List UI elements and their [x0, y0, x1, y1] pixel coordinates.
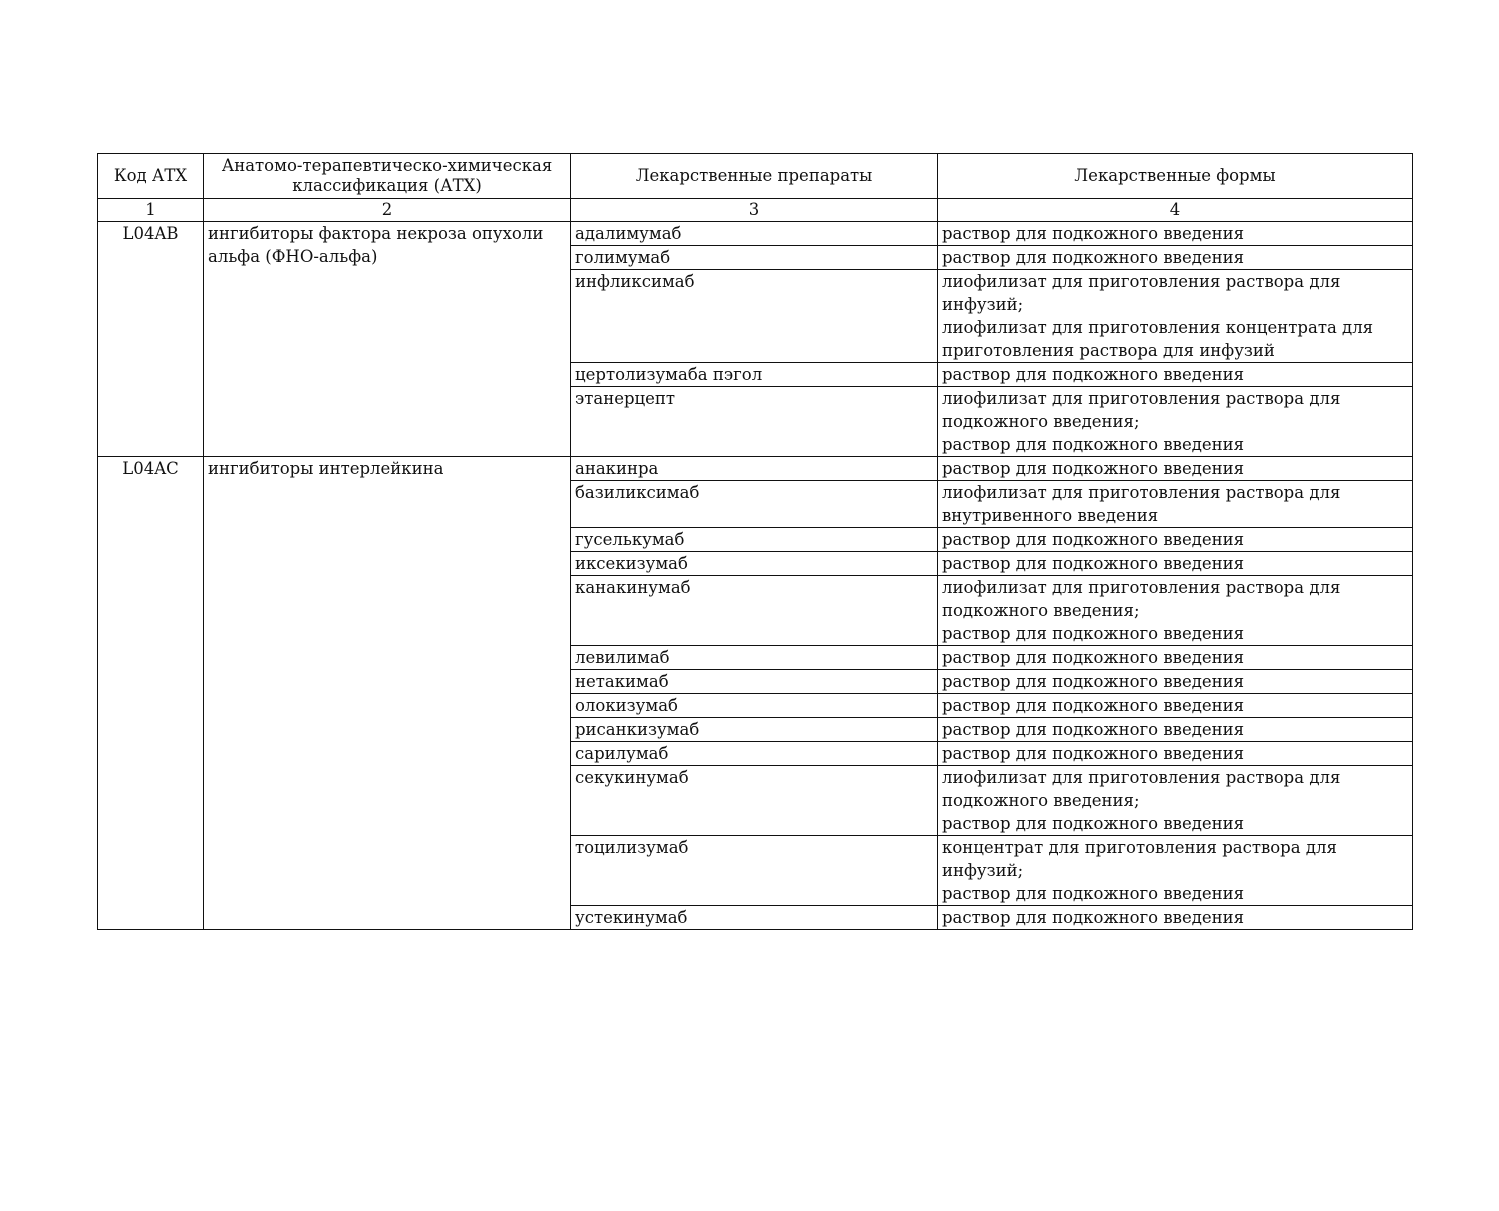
dosage-form-line: лиофилизат для приготовления раствора для инфузий; — [942, 272, 1341, 314]
dosage-form-cell — [938, 766, 1413, 836]
dosage-form-cell — [938, 576, 1413, 646]
dosage-form-cell — [938, 646, 1413, 670]
drug-name-cell: сарилумаб — [571, 742, 938, 766]
dosage-form-line: раствор для подкожного введения — [942, 648, 1245, 667]
dosage-form-line: раствор для подкожного введения — [942, 624, 1245, 643]
dosage-form-line: раствор для подкожного введения — [942, 248, 1245, 267]
header-row — [98, 154, 1413, 199]
dosage-form-cell — [938, 222, 1413, 246]
dosage-form-cell — [938, 906, 1413, 930]
column-number: 1 — [98, 199, 204, 222]
dosage-form-line: концентрат для приготовления раствора для инфузий; — [942, 838, 1337, 880]
drug-name-cell: гуселькумаб — [571, 528, 938, 552]
dosage-form-cell — [938, 457, 1413, 481]
dosage-form-line: раствор для подкожного введения — [942, 435, 1245, 454]
drug-name-cell: рисанкизумаб — [571, 718, 938, 742]
dosage-form-cell — [938, 718, 1413, 742]
drug-name-cell: анакинра — [571, 457, 938, 481]
drug-name-cell: канакинумаб — [571, 576, 938, 646]
dosage-form-line: лиофилизат для приготовления раствора для внутривенного введения — [942, 483, 1341, 525]
dosage-form-line: раствор для подкожного введения — [942, 696, 1245, 715]
dosage-form-cell — [938, 481, 1413, 528]
dosage-form-line: лиофилизат для приготовления концентрата для приготовления раствора для инфузий — [942, 318, 1374, 360]
dosage-form-cell — [938, 246, 1413, 270]
header-atx-code: Код АТХ — [98, 154, 204, 199]
atx-classification-cell: ингибиторы интерлейкина — [204, 457, 571, 930]
dosage-form-line: раствор для подкожного введения — [942, 554, 1245, 573]
dosage-form-cell — [938, 363, 1413, 387]
dosage-form-line: лиофилизат для приготовления раствора для подкожного введения; — [942, 768, 1341, 810]
dosage-form-line: раствор для подкожного введения — [942, 744, 1245, 763]
dosage-form-cell — [938, 270, 1413, 363]
dosage-form-cell — [938, 670, 1413, 694]
dosage-form-line: раствор для подкожного введения — [942, 672, 1245, 691]
dosage-form-cell — [938, 528, 1413, 552]
atx-table — [97, 153, 1413, 930]
drug-name-cell: этанерцепт — [571, 387, 938, 457]
header-dosage-forms: Лекарственные формы — [938, 154, 1413, 199]
drug-name-cell: базиликсимаб — [571, 481, 938, 528]
atx-classification-cell: ингибиторы фактора некроза опухоли альфа (ФНО-альфа) — [204, 222, 571, 457]
atx-code-cell: L04AC — [98, 457, 204, 930]
dosage-form-cell — [938, 387, 1413, 457]
drug-name-cell: олокизумаб — [571, 694, 938, 718]
dosage-form-cell — [938, 742, 1413, 766]
dosage-form-cell — [938, 552, 1413, 576]
header-atx-classification: Анатомо-терапевтическо-химическая классификация (АТХ) — [204, 154, 571, 199]
column-number-row — [98, 199, 1413, 222]
atx-code-cell: L04AB — [98, 222, 204, 457]
drug-name-cell: секукинумаб — [571, 766, 938, 836]
drug-name-cell: левилимаб — [571, 646, 938, 670]
column-number: 2 — [204, 199, 571, 222]
dosage-form-line: раствор для подкожного введения — [942, 814, 1245, 833]
header-drugs: Лекарственные препараты — [571, 154, 938, 199]
dosage-form-line: раствор для подкожного введения — [942, 884, 1245, 903]
dosage-form-line: раствор для подкожного введения — [942, 530, 1245, 549]
drug-name-cell: инфликсимаб — [571, 270, 938, 363]
dosage-form-cell — [938, 836, 1413, 906]
dosage-form-line: лиофилизат для приготовления раствора для подкожного введения; — [942, 578, 1341, 620]
table-header — [98, 154, 1413, 222]
table-body — [98, 222, 1413, 930]
table-row — [98, 222, 1413, 246]
dosage-form-line: раствор для подкожного введения — [942, 459, 1245, 478]
drug-name-cell: иксекизумаб — [571, 552, 938, 576]
drug-name-cell: тоцилизумаб — [571, 836, 938, 906]
dosage-form-line: раствор для подкожного введения — [942, 908, 1245, 927]
drug-name-cell: нетакимаб — [571, 670, 938, 694]
dosage-form-line: раствор для подкожного введения — [942, 365, 1245, 384]
column-number: 4 — [938, 199, 1413, 222]
drug-name-cell: цертолизумаба пэгол — [571, 363, 938, 387]
drug-name-cell: адалимумаб — [571, 222, 938, 246]
dosage-form-line: раствор для подкожного введения — [942, 224, 1245, 243]
dosage-form-line: лиофилизат для приготовления раствора для подкожного введения; — [942, 389, 1341, 431]
drug-name-cell: голимумаб — [571, 246, 938, 270]
dosage-form-line: раствор для подкожного введения — [942, 720, 1245, 739]
dosage-form-cell — [938, 694, 1413, 718]
table-row — [98, 457, 1413, 481]
drug-name-cell: устекинумаб — [571, 906, 938, 930]
column-number: 3 — [571, 199, 938, 222]
